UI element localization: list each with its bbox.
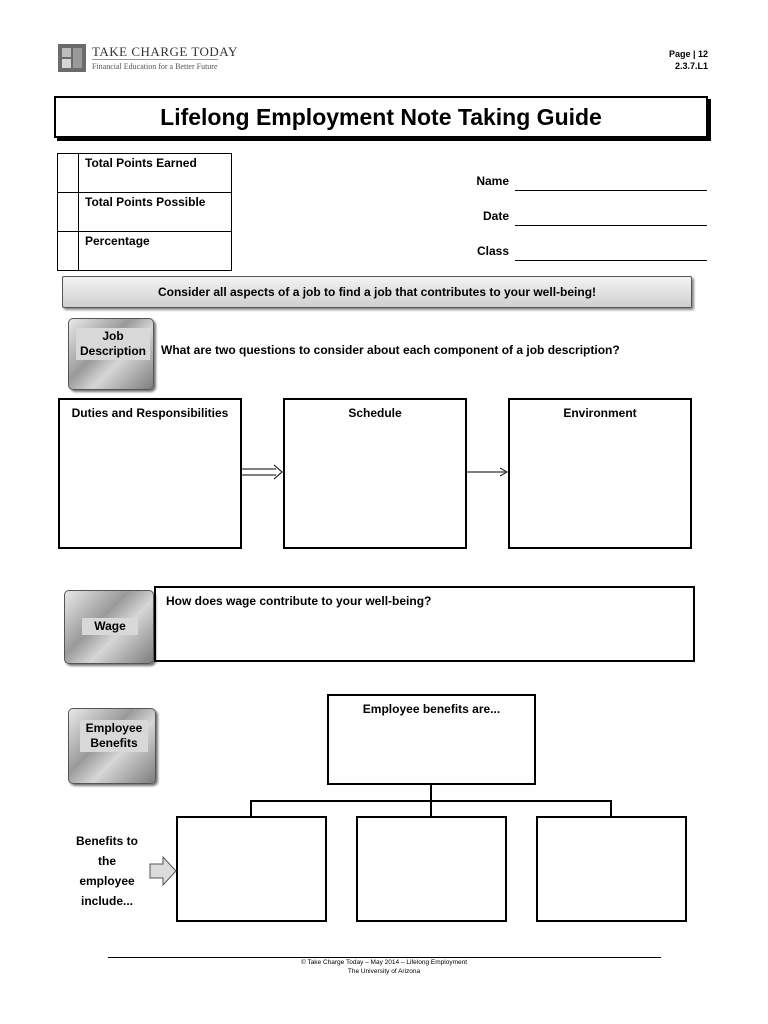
- connector-line: [430, 800, 432, 817]
- environment-title: Environment: [563, 406, 637, 420]
- benefit-box[interactable]: [176, 816, 327, 922]
- table-row: [58, 232, 232, 271]
- org-name: TAKE CHARGE TODAY: [92, 44, 238, 59]
- wage-answer-box[interactable]: [154, 586, 695, 662]
- instruction-banner: Consider all aspects of a job to find a job that contributes to your well-being!: [62, 276, 692, 308]
- schedule-box[interactable]: [283, 398, 467, 549]
- date-field[interactable]: [515, 224, 707, 226]
- table-row: [58, 154, 232, 193]
- duties-title: Duties and Responsibilities: [71, 406, 229, 420]
- schedule-title: Schedule: [348, 406, 402, 420]
- table-row: [58, 193, 232, 232]
- job-description-question: What are two questions to consider about each component of a job description?: [161, 343, 620, 357]
- score-cell[interactable]: [58, 232, 79, 271]
- duties-box[interactable]: [58, 398, 242, 549]
- double-arrow-icon: [242, 464, 284, 480]
- class-label: Class: [476, 244, 509, 258]
- org-tagline: Financial Education for a Better Future: [92, 62, 218, 71]
- employee-benefits-label: Employee Benefits: [80, 720, 148, 752]
- footer-copyright: © Take Charge Today – May 2014 – Lifelong Employment: [300, 959, 468, 966]
- footer-university: The University of Arizona: [347, 968, 421, 975]
- page-title: Lifelong Employment Note Taking Guide: [54, 96, 708, 138]
- benefits-side-label: Benefits to the employee include...: [75, 834, 138, 908]
- name-label: Name: [476, 174, 509, 188]
- score-cell[interactable]: [58, 193, 79, 232]
- job-description-label: Job Description: [76, 328, 150, 360]
- page-number: [669, 48, 708, 72]
- score-label: Total Points Earned: [79, 154, 232, 193]
- date-label: Date: [482, 209, 509, 223]
- name-field[interactable]: [515, 189, 707, 191]
- benefits-definition-title: Employee benefits are...: [362, 702, 501, 716]
- benefit-box[interactable]: [536, 816, 687, 922]
- arrow-right-icon: [149, 856, 177, 886]
- environment-box[interactable]: [508, 398, 692, 549]
- logo-icon: [58, 44, 86, 72]
- score-table: [57, 153, 232, 271]
- connector-line: [610, 800, 612, 817]
- arrow-right-icon: [467, 466, 509, 478]
- benefits-definition-box[interactable]: [327, 694, 536, 785]
- lesson-code: 2.3.7.L1: [674, 61, 708, 71]
- score-cell[interactable]: [58, 154, 79, 193]
- wage-label: Wage: [82, 618, 138, 635]
- logo-divider: [92, 59, 218, 60]
- benefit-box[interactable]: [356, 816, 507, 922]
- connector-line: [430, 785, 432, 801]
- score-label: Total Points Possible: [79, 193, 232, 232]
- class-field[interactable]: [515, 259, 707, 261]
- score-label: Percentage: [79, 232, 232, 271]
- page-label: Page | 12: [668, 49, 708, 59]
- connector-line: [250, 800, 252, 817]
- wage-question: How does wage contribute to your well-being?: [166, 594, 432, 608]
- footer-divider: [108, 957, 661, 958]
